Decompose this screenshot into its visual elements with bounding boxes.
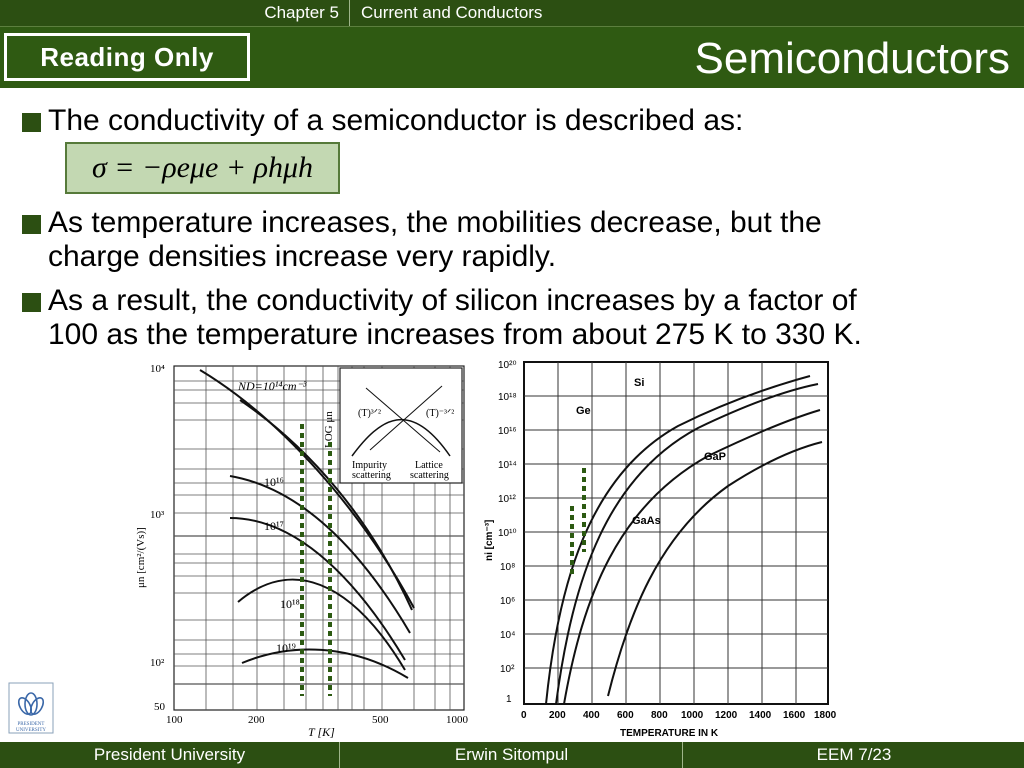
x-tick-1000: 1000	[681, 710, 704, 721]
section-label: Current and Conductors	[361, 3, 543, 22]
y-tick-1e8: 10⁸	[500, 562, 516, 573]
x-tick-200: 200	[549, 710, 566, 721]
y-tick-1e3: 10³	[150, 509, 165, 521]
x-tick-400: 400	[583, 710, 600, 721]
curve-label-gaas: GaAs	[632, 515, 661, 527]
curve-label-si: Si	[634, 377, 645, 389]
reading-only-badge: Reading Only	[4, 33, 250, 81]
title-bar	[0, 26, 1024, 88]
curve-label-ge: Ge	[576, 405, 591, 417]
mobility-chart	[130, 358, 480, 740]
bullet-result	[22, 284, 1012, 354]
x-axis-label: T [K]	[308, 725, 335, 739]
footer-author: Erwin Sitompul	[341, 742, 683, 768]
curve-label-gap: GaP	[704, 451, 727, 463]
y-tick-1e6: 10⁶	[500, 596, 516, 607]
inset-left-caption-2: scattering	[352, 470, 391, 481]
chapter-label: Chapter 5	[0, 0, 350, 26]
inset-left-exponent: (T)³ᐟ²	[358, 408, 381, 419]
y-tick-1e16: 10¹⁶	[498, 426, 517, 437]
bullet-text-line1: As temperature increases, the mobilities decrease, but the	[48, 206, 822, 239]
curve-label-1e18: 10¹⁸	[280, 597, 300, 611]
university-logo	[8, 682, 54, 734]
curve-label-1e17: 10¹⁷	[264, 519, 284, 533]
logo-text-line2: UNIVERSITY	[16, 728, 46, 733]
conductivity-formula	[65, 142, 340, 194]
y-tick-1e4: 10⁴	[500, 630, 516, 641]
nd-label: ND=10¹⁴cm⁻³	[238, 379, 307, 393]
x-tick-500: 500	[372, 714, 389, 726]
y-tick-1: 1	[506, 694, 512, 705]
y-tick-1e14: 10¹⁴	[498, 460, 517, 471]
y-axis-label: μn [cm²/(Vs)]	[135, 527, 147, 588]
inset-right-exponent: (T)⁻³ᐟ²	[426, 408, 455, 419]
bullet-text-line2: charge densities increase very rapidly.	[48, 240, 557, 273]
x-tick-1400: 1400	[749, 710, 772, 721]
carrier-concentration-chart	[484, 356, 848, 740]
bullet-square-icon	[22, 293, 41, 312]
x-tick-1000: 1000	[446, 714, 468, 726]
x-tick-200: 200	[248, 714, 265, 726]
bullet-temperature	[22, 206, 1002, 276]
y-tick-1e2: 10²	[150, 657, 165, 669]
logo-text-line1: PRESIDENT	[17, 722, 45, 727]
x-tick-0: 0	[521, 710, 527, 721]
inset-right-caption-1: Lattice	[415, 460, 443, 471]
bullet-text-line2: 100 as the temperature increases from about 275 K to 330 K.	[48, 318, 862, 351]
x-tick-1800: 1800	[814, 710, 837, 721]
footer-bar	[0, 742, 1024, 768]
x-tick-600: 600	[617, 710, 634, 721]
y-tick-1e12: 10¹²	[498, 494, 516, 505]
y-tick-1e4: 10⁴	[150, 363, 165, 375]
footer-page-number: EEM 7/23	[816, 745, 892, 764]
x-tick-100: 100	[166, 714, 183, 726]
curve-label-1e16: 10¹⁶	[264, 475, 284, 489]
bullet-square-icon	[22, 113, 41, 132]
inset-right-caption-2: scattering	[410, 470, 449, 481]
y-tick-1e10: 10¹⁰	[498, 528, 517, 539]
x-axis-label: TEMPERATURE IN K	[620, 728, 719, 739]
bullet-conductivity	[22, 104, 922, 138]
bullet-text: The conductivity of a semiconductor is described as:	[48, 104, 744, 137]
bullet-square-icon	[22, 215, 41, 234]
y-tick-1e2: 10²	[500, 664, 515, 675]
bullet-text-line1: As a result, the conductivity of silicon increases by a factor of	[48, 284, 857, 317]
inset-left-caption-1: Impurity	[352, 460, 387, 471]
x-tick-800: 800	[651, 710, 668, 721]
chapter-bar	[0, 0, 1024, 26]
formula-text: σ = −ρeμe + ρhμh	[91, 151, 314, 184]
footer-university: President University	[0, 742, 340, 768]
x-tick-1600: 1600	[783, 710, 806, 721]
y-tick-1e18: 10¹⁸	[498, 392, 517, 403]
y-tick-50: 50	[154, 701, 165, 713]
inset-axis-label: LOG μn	[323, 411, 335, 448]
y-tick-1e20: 10²⁰	[498, 360, 517, 371]
slide-title: Semiconductors	[694, 34, 1010, 83]
x-tick-1200: 1200	[715, 710, 738, 721]
curve-label-1e19: 10¹⁹	[276, 641, 296, 655]
y-axis-label: ni [cm⁻³]	[484, 519, 495, 561]
